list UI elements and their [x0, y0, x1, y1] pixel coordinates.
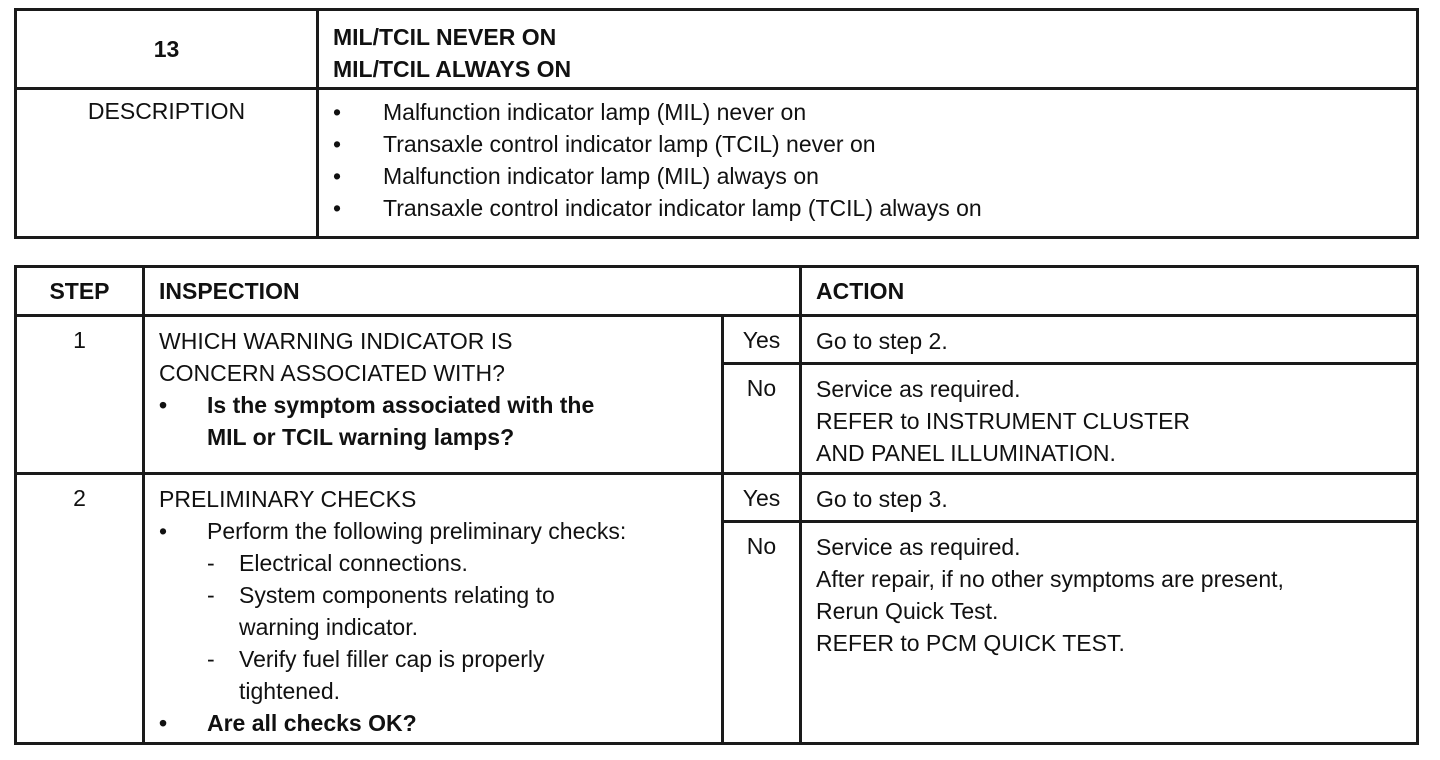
procedure-title	[318, 10, 1418, 89]
yes-action: Go to step 2.	[801, 316, 1418, 364]
title-line: MIL/TCIL ALWAYS ON	[333, 56, 572, 82]
table-row	[16, 474, 1418, 522]
header-row-description	[16, 89, 1418, 238]
bullet-icon: •	[333, 195, 342, 221]
column-header-step: STEP	[16, 267, 144, 316]
step-inspection: WHICH WARNING INDICATOR IS CONCERN ASSOCIATED WITH? • Is the symptom associated with the MIL or TCIL warning lamps?	[144, 316, 723, 474]
bullet-icon: •	[159, 518, 168, 544]
table-header-row	[16, 267, 1418, 316]
bullet-icon: •	[333, 99, 342, 125]
inspection-instruction: • Perform the following preliminary checks:	[159, 515, 715, 547]
bullet-icon: •	[159, 392, 168, 418]
bullet-icon: •	[333, 131, 342, 157]
description-item: • Malfunction indicator lamp (MIL) always on	[333, 160, 1416, 192]
check-item: - System components relating to warning indicator.	[159, 579, 715, 643]
header-row-title	[16, 10, 1418, 89]
title-line: MIL/TCIL NEVER ON	[333, 24, 557, 50]
bullet-icon: •	[333, 163, 342, 189]
no-action: Service as required. After repair, if no other symptoms are present, Rerun Quick Test. REFER to PCM QUICK TEST.	[801, 522, 1418, 744]
no-action: Service as required. REFER to INSTRUMENT CLUSTER AND PANEL ILLUMINATION.	[801, 364, 1418, 474]
no-label: No	[723, 522, 801, 744]
step-number: 2	[16, 474, 144, 744]
dash-icon: -	[207, 582, 215, 608]
yes-label: Yes	[723, 474, 801, 522]
yes-action: Go to step 3.	[801, 474, 1418, 522]
header-table	[14, 8, 1419, 239]
description-label: DESCRIPTION	[16, 89, 318, 238]
procedure-number: 13	[16, 10, 318, 89]
inspection-question: • Are all checks OK?	[159, 707, 715, 739]
yes-label: Yes	[723, 316, 801, 364]
dash-icon: -	[207, 646, 215, 672]
column-header-inspection: INSPECTION	[144, 267, 801, 316]
column-header-action: ACTION	[801, 267, 1418, 316]
description-item: • Malfunction indicator lamp (MIL) never on	[333, 96, 1416, 128]
no-label: No	[723, 364, 801, 474]
check-item: - Electrical connections.	[159, 547, 715, 579]
description-item: • Transaxle control indicator lamp (TCIL) never on	[333, 128, 1416, 160]
inspection-question: • Is the symptom associated with the MIL or TCIL warning lamps?	[159, 389, 715, 453]
steps-table	[14, 265, 1419, 745]
step-number: 1	[16, 316, 144, 474]
description-list	[318, 89, 1418, 238]
description-item: • Transaxle control indicator indicator lamp (TCIL) always on	[333, 192, 1416, 224]
bullet-icon: •	[159, 710, 168, 736]
dash-icon: -	[207, 550, 215, 576]
check-item: - Verify fuel filler cap is properly tightened.	[159, 643, 715, 707]
table-row	[16, 316, 1418, 364]
step-inspection: PRELIMINARY CHECKS • Perform the following preliminary checks: - Electrical connections. - System components relating to warning indicator. - Verify fuel filler cap is properly tightened. • Are all checks OK?	[144, 474, 723, 744]
